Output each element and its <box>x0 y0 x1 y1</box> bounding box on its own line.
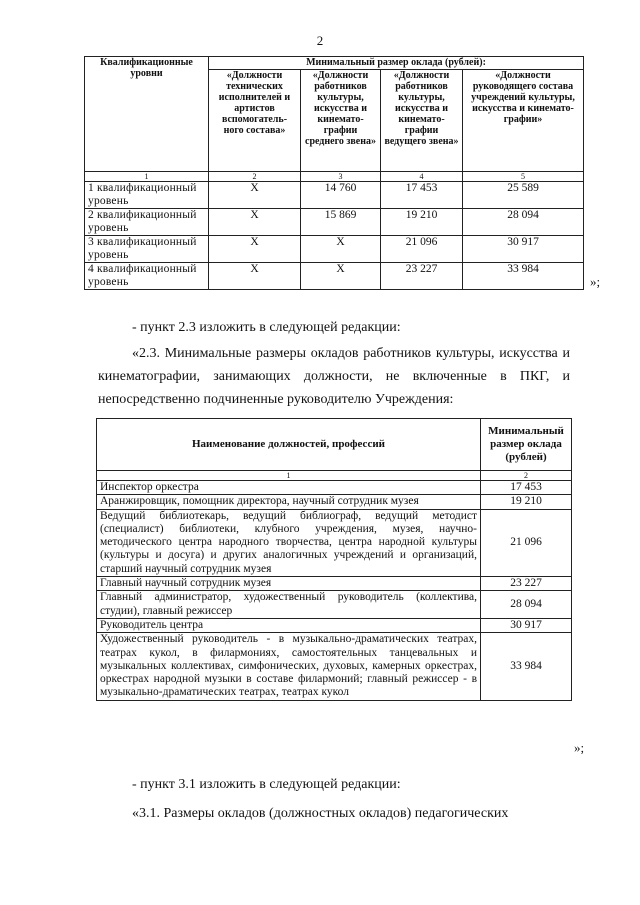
table-row <box>97 495 572 509</box>
table-row <box>97 633 572 700</box>
paragraph-2-3-text: «2.3. Минимальные размеры окладов работников культуры, искусства и кинематографии, занимающих должности, не включенные в ПКГ, и непосредственно подчиненные руководителю Учреждения: <box>98 346 570 407</box>
value-cell: 15 869 <box>301 209 381 236</box>
salary-cell: 30 917 <box>481 618 572 632</box>
table1-header-levels: Квалификационные уровни <box>85 57 209 172</box>
value-cell: Х <box>209 236 301 263</box>
value-cell: 25 589 <box>463 182 584 209</box>
table2-index: 1 <box>97 471 481 481</box>
level-cell: 4 квалификационный уровень <box>85 263 209 290</box>
table-row <box>97 618 572 632</box>
position-cell: Главный администратор, художественный руководитель (коллектива, студии), главный режиссер <box>97 591 481 619</box>
table1-index: 2 <box>209 172 301 182</box>
value-cell: Х <box>301 236 381 263</box>
table1-header-col: «Должности работников культуры, искусства и кинемато-графии среднего звена» <box>301 70 381 172</box>
salary-cell: 33 984 <box>481 633 572 700</box>
level-cell: 1 квалификационный уровень <box>85 182 209 209</box>
salary-cell: 21 096 <box>481 509 572 576</box>
value-cell: Х <box>301 263 381 290</box>
value-cell: Х <box>209 209 301 236</box>
table2-index: 2 <box>481 471 572 481</box>
position-cell: Художественный руководитель - в музыкально-драматических театрах, театрах кукол, в филармониях, самостоятельных танцевальных и музыкальных коллективах, симфонических, духовых, камерных оркестрах, оркестрах народной музыки в составе филармоний; главный режиссер - в музыкально-драматических театрах, театрах кукол <box>97 633 481 700</box>
paragraph-item-3-1: - пункт 3.1 изложить в следующей редакции: <box>132 777 401 792</box>
positions-salary-table <box>96 418 572 701</box>
value-cell: Х <box>209 182 301 209</box>
salary-cell: 23 227 <box>481 577 572 591</box>
table1-header-group: Минимальный размер оклада (рублей): <box>209 57 584 70</box>
table1-index: 4 <box>381 172 463 182</box>
value-cell: 33 984 <box>463 263 584 290</box>
value-cell: 19 210 <box>381 209 463 236</box>
value-cell: 14 760 <box>301 182 381 209</box>
salary-cell: 17 453 <box>481 481 572 495</box>
table-row <box>97 577 572 591</box>
value-cell: 30 917 <box>463 236 584 263</box>
table-row <box>97 591 572 619</box>
value-cell: 23 227 <box>381 263 463 290</box>
paragraph-3-1-text: «3.1. Размеры окладов (должностных окладов) педагогических <box>132 806 509 821</box>
value-cell: 28 094 <box>463 209 584 236</box>
table1-header-col: «Должности технических исполнителей и артистов вспомогатель-ного состава» <box>209 70 301 172</box>
position-cell: Ведущий библиотекарь, ведущий библиограф, ведущий методист (специалист) библиотеки, клубного учреждения, музея, научно-методического центра народного творчества, центра народной культуры (культуры и досуга) и других аналогичных учреждений и организаций, старший научный сотрудник музея <box>97 509 481 576</box>
table1-closing-mark: »; <box>590 274 601 289</box>
page-number: 2 <box>316 33 324 48</box>
table2-closing-mark: »; <box>574 740 585 755</box>
table-row <box>85 236 584 263</box>
table-row <box>85 182 584 209</box>
position-cell: Главный научный сотрудник музея <box>97 577 481 591</box>
table-row <box>97 509 572 576</box>
salary-cell: 19 210 <box>481 495 572 509</box>
table2-header-salary: Минимальный размер оклада (рублей) <box>481 419 572 471</box>
table1-index: 1 <box>85 172 209 182</box>
position-cell: Инспектор оркестра <box>97 481 481 495</box>
table2-header-name: Наименование должностей, профессий <box>97 419 481 471</box>
table-row <box>85 263 584 290</box>
qualification-salary-table <box>84 56 584 290</box>
paragraph-item-2-3: - пункт 2.3 изложить в следующей редакции: <box>132 320 401 335</box>
table1-index: 5 <box>463 172 584 182</box>
salary-cell: 28 094 <box>481 591 572 619</box>
table-row <box>97 481 572 495</box>
table1-header-col: «Должности работников культуры, искусства и кинемато-графии ведущего звена» <box>381 70 463 172</box>
value-cell: Х <box>209 263 301 290</box>
value-cell: 21 096 <box>381 236 463 263</box>
table-row <box>85 209 584 236</box>
table1-index: 3 <box>301 172 381 182</box>
level-cell: 2 квалификационный уровень <box>85 209 209 236</box>
value-cell: 17 453 <box>381 182 463 209</box>
position-cell: Аранжировщик, помощник директора, научный сотрудник музея <box>97 495 481 509</box>
level-cell: 3 квалификационный уровень <box>85 236 209 263</box>
table1-header-col: «Должности руководящего состава учреждений культуры, искусства и кинемато-графии» <box>463 70 584 172</box>
position-cell: Руководитель центра <box>97 618 481 632</box>
